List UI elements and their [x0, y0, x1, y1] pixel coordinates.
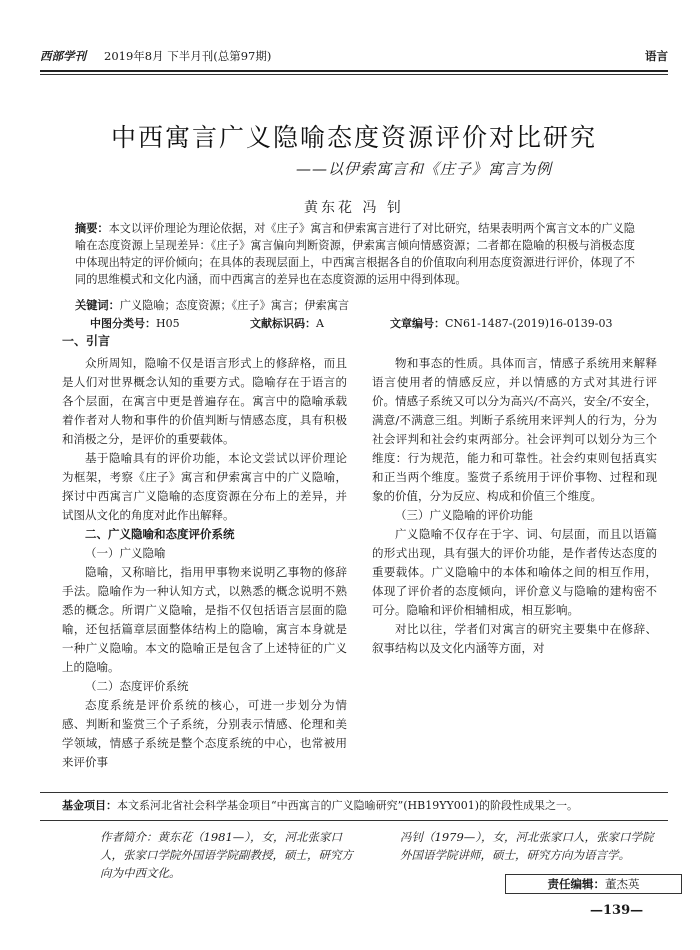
running-header	[40, 46, 668, 66]
paragraph: 众所周知，隐喻不仅是语言形式上的修辞格，而且是人们对世界概念认知的重要方式。隐喻存在于语言的各个层面，在寓言中更是普遍存在。寓言中的隐喻承载着作者对人物和事件的价值判断与情感态度，具有积极和消极之分，是评价的重要载体。	[62, 356, 347, 446]
footnote-rule-2	[40, 820, 668, 821]
fund-label: 基金项目：	[62, 799, 117, 812]
article-subtitle: ——以伊索寓言和《庄子》寓言为例	[295, 160, 552, 178]
fund-text: 本文系河北省社会科学基金项目“中西寓言的广义隐喻研究”(HB19YY001)的阶段性成果之一。	[117, 799, 579, 812]
article-no-label: 文章编号：	[390, 317, 445, 330]
author-bio-2: 冯钊（1979—），女，河北张家口人，张家口学院外国语学院讲师，硕士，研究方向为语言学。	[400, 830, 654, 862]
keywords-text: 广义隐喻；态度资源；《庄子》寓言；伊索寓言	[119, 299, 350, 312]
article-no: CN61-1487-(2019)16-0139-03	[445, 317, 613, 330]
fund-note	[62, 798, 660, 814]
paragraph: 态度系统是评价系统的核心，可进一步划分为情感、判断和鉴赏三个子系统，分别表示情感、伦理和美学领域，情感子系统是整个态度系统的中心，也常被用来评价事	[62, 698, 347, 769]
editor-name: 董杰英	[605, 877, 640, 891]
abstract-label: 摘要：	[75, 221, 109, 235]
clc-label: 中图分类号：	[90, 317, 156, 330]
keywords-label: 关键词：	[75, 298, 120, 312]
author-line: 黄东花 冯 钊	[304, 200, 404, 216]
paragraph: 物和事态的性质。具体而言，情感子系统用来解释语言使用者的情感反应，并以情感的方式对其进行评价。情感子系统又可以分为高兴/不高兴，安全/不安全，满意/不满意三组。判断子系统用来评判人的行为，分为社会评判和社会约束两部分。社会评判可以划分为三个维度：行为规范，能力和可靠性。社会约束则包括真实和正当两个维度。鉴赏子系统用于评价事物、过程和现象的价值，分为反应、构成和价值三个维度。	[372, 356, 657, 503]
editor-label: 责任编辑：	[547, 877, 605, 891]
abstract-text: 本文以评价理论为理论依据，对《庄子》寓言和伊索寓言进行了对比研究，结果表明两个寓言文本的广义隐喻在态度资源上呈现差异：《庄子》寓言偏向判断资源，伊索寓言倾向情感资源；二者都在隐喻的积极与消极态度中体现出特定的评价倾向；在具体的表现层面上，中西寓言根据各自的价值取向利用态度资源进行评价，体现了不同的思维模式和文化内涵，而中西寓言的差异也在态度资源的运用中得到体现。	[75, 222, 635, 286]
paragraph: 对比以往，学者们对寓言的研究主要集中在修辞、叙事结构以及文化内涵等方面，对	[372, 622, 657, 655]
subsection-heading: （一）广义隐喻	[85, 546, 166, 560]
right-column	[372, 354, 657, 658]
subsection-heading: （二）态度评价系统	[85, 679, 189, 693]
intro-heading: 一、引言	[62, 334, 111, 348]
paragraph: 隐喻，又称暗比，指用甲事物来说明乙事物的修辞手法。隐喻作为一种认知方式，以熟悉的概念说明不熟悉的概念。所谓广义隐喻，是指不仅包括语言层面的隐喻，还包括篇章层面整体结构上的隐喻，寓言本身就是一种广义隐喻。本文的隐喻正是包含了上述特征的广义上的隐喻。	[62, 565, 347, 674]
article-title: 中西寓言广义隐喻态度资源评价对比研究	[110, 123, 597, 152]
author-bio-1: 作者简介：黄东花（1981—），女，河北张家口人，张家口学院外国语学院副教授，硕士，研究方向为中西文化。	[100, 830, 353, 880]
paragraph: 广义隐喻不仅存在于字、词、句层面，而且以语篇的形式出现，具有强大的评价功能，是作者传达态度的重要载体。广义隐喻中的本体和喻体之间的相互作用，体现了评价者的态度倾向，评价意义与隐喻的建构密不可分。隐喻和评价相辅相成，相互影响。	[372, 527, 657, 617]
header-rule	[40, 70, 668, 72]
editor-box	[505, 874, 682, 894]
left-column	[62, 354, 347, 772]
page-number: —139—	[590, 903, 644, 918]
journal-name: 西部学刊	[40, 49, 86, 63]
section-heading: 二、广义隐喻和态度评价系统	[85, 527, 235, 541]
doc-label: 文献标识码：	[250, 317, 316, 330]
issue-info: 2019年8月 下半月刊(总第97期)	[104, 49, 272, 63]
doc-code: A	[316, 317, 324, 330]
paragraph: 基于隐喻具有的评价功能，本论文尝试以评价理论为框架，考察《庄子》寓言和伊索寓言中的广义隐喻，探讨中西寓言广义隐喻的态度资源在分布上的差异，并试图从文化的角度对此作出解释。	[62, 451, 347, 522]
abstract	[75, 220, 635, 288]
section-label: 语言	[645, 49, 668, 63]
keywords	[75, 297, 635, 313]
clc-code: H05	[156, 317, 180, 330]
subsection-heading: （三）广义隐喻的评价功能	[395, 508, 533, 522]
header-rule-thin	[40, 74, 668, 75]
footnote-rule	[40, 792, 668, 793]
